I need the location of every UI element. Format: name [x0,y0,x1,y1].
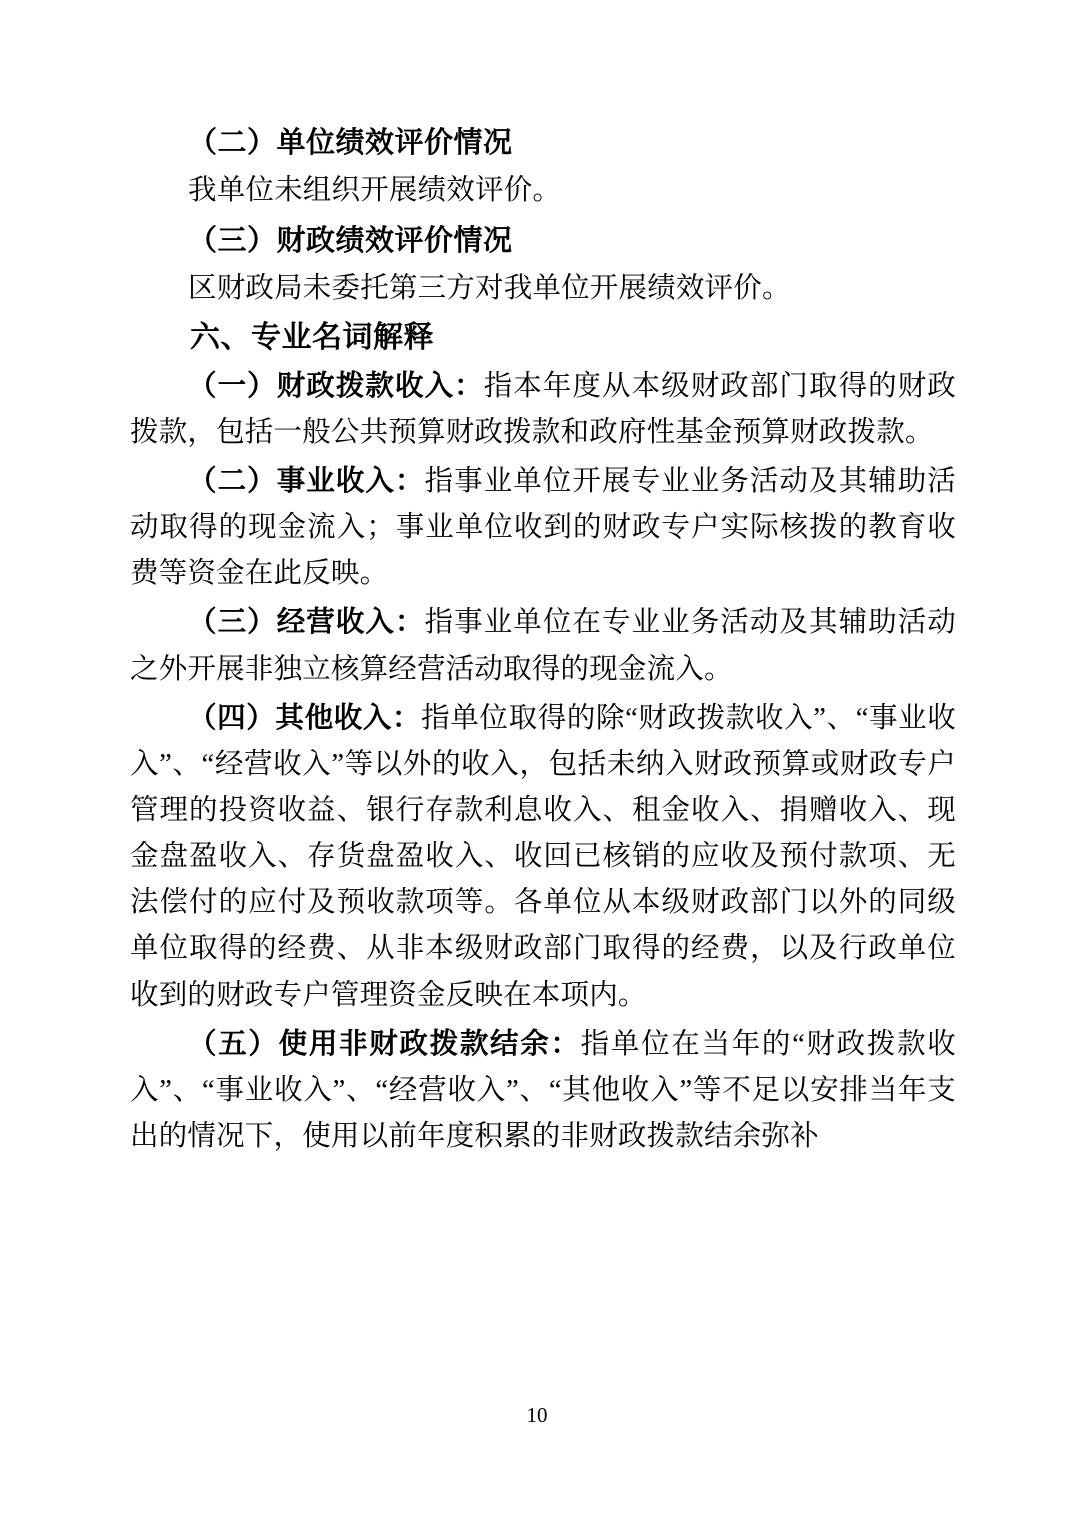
term-label-non-fiscal-surplus: （五）使用非财政拨款结余： [188,1028,581,1060]
term-label-operating-income: （三）经营收入： [188,607,425,639]
term-label-fiscal-appropriation-income: （一）财政拨款收入： [188,370,484,402]
para-term-other-income [130,696,956,1019]
term-text-other-income: 指单位取得的除“财政拨款收入”、“事业收入”、“经营收入”等以外的收入，包括未纳入财政预算或财政专户管理的投资收益、银行存款利息收入、租金收入、捐赠收入、现金盘盈收入、存货盘盈收入、收回已核销的应收及预付款项、无法偿付的应付及预收款项等。各单位从本级财政部门以外的同级单位取得的经费、从非本级财政部门取得的经费，以及行政单位收到的财政专户管理资金反映在本项内。 [130,702,956,1011]
term-label-other-income: （四）其他收入： [188,702,422,734]
para-unit-performance-evaluation: 我单位未组织开展绩效评价。 [188,175,562,207]
para-term-operating-income [130,600,956,692]
para-term-non-fiscal-surplus [130,1022,956,1160]
page-number: 10 [526,1403,548,1427]
heading-unit-performance-evaluation: （二）单位绩效评价情况 [188,127,513,159]
para-fiscal-performance-evaluation: 区财政局未委托第三方对我单位开展绩效评价。 [188,272,791,304]
term-text-fiscal-appropriation-income: 指本年度从本级财政部门取得的财政拨款，包括一般公共预算财政拨款和政府性基金预算财政拨款。 [130,370,956,448]
term-text-operating-income: 指事业单位在专业业务活动及其辅助活动之外开展非独立核算经营活动取得的现金流入。 [130,607,956,685]
heading-fiscal-performance-evaluation: （三）财政绩效评价情况 [188,224,513,257]
para-term-fiscal-appropriation-income [130,364,956,456]
heading-terminology: 六、专业名词解释 [190,321,434,355]
term-label-business-income: （二）事业收入： [188,465,425,497]
para-term-business-income [130,459,956,597]
term-text-business-income: 指事业单位开展专业业务活动及其辅助活动取得的现金流入；事业单位收到的财政专户实际核拨的教育收费等资金在此反映。 [130,465,956,590]
document-body [130,120,956,1160]
term-text-non-fiscal-surplus: 指单位在当年的“财政拨款收入”、“事业收入”、“经营收入”、“其他收入”等不足以安排当年支出的情况下，使用以前年度积累的非财政拨款结余弥补 [130,1028,956,1153]
